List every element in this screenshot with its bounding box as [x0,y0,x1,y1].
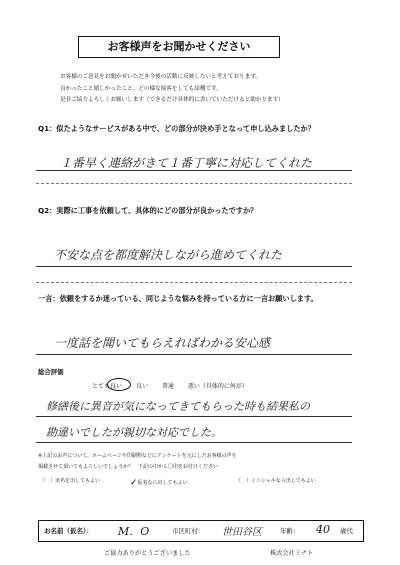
rating-selected-circle [107,378,131,391]
consent-option-initial-marker: （ ） [236,478,252,484]
comment-line-1 [36,416,352,417]
name-value: M．O [118,525,150,538]
consent-question: 掲載させて頂いてもよろしいでしょうか？ 下記の中から〇印をお付けください [38,464,219,470]
q2-answer-line [36,266,352,267]
q2-label: Q2：実際に工事を依頼して、具体的にどの部分が良かったですか？ [38,206,258,215]
comment-line-2 [36,442,352,443]
footer-thanks: ご協力ありがとうございました [104,550,191,557]
rating-option-excellent[interactable]: とても良い [92,383,123,390]
consent-option-initial-label: イニシャルなら出してもよい [251,478,316,484]
q1-label: Q1：似たようなサービスがある中で、どの部分が決め手となって申し込みましたか？ [38,124,315,133]
consent-note: ※上記のお声について、ホームページや印刷物などにアンケートを元にしたお客様の声を [38,453,237,459]
q1-divider [36,183,352,184]
footer-company: 株式会社ミナト [270,550,314,557]
rating-option-average[interactable]: 普通 [161,383,174,390]
consent-option-real-name-label: 実名を出してもよい [55,478,101,484]
page-title: お客様声をお聞かせください [78,36,280,58]
city-value: 世田谷区 [222,527,262,538]
q3-label: 一言：依頼をするか迷っている、同じような悩みを持っている方に一言お願いします。 [38,294,318,303]
q1-answer-line [36,170,352,171]
city-label: 市区町村： [172,527,205,535]
age-value: 40 [316,523,330,536]
consent-option-real-name[interactable] [40,477,100,484]
q2-divider [36,282,352,283]
q3-answer: 一度話を聞いてもらえればわかる安心感 [54,336,271,350]
intro-text [60,72,360,107]
overall-comment-1: 修繕後に異音が気になってきてもらった時も結果私の [46,400,310,413]
q2-answer: 不安な点を都度解決しながら進めてくれた [54,248,283,262]
intro-line-1: お客様のご意見をお聞かせいただき今後の活動に反映したいと考えております。 [60,74,261,80]
consent-option-pseudonym-label: 仮名なら出してもよい [137,480,188,486]
intro-line-2: 良かったこと嬉しかったこと、どの様な接客をしても結構です。 [60,85,222,92]
age-label: 年齢： [280,527,300,535]
q3-answer-line [36,354,352,355]
intro-line-3: 是非ご協力よろしくお願いします（できるだけ具体的に書いていただけると助かります） [60,97,284,103]
consent-option-real-name-marker: （ ） [40,478,56,484]
q1-answer: １番早く連絡がきて１番丁寧に対応してくれた [60,156,313,170]
consent-option-initial[interactable] [236,477,316,484]
rating-option-good[interactable]: 良い [135,383,148,390]
check-icon: ✓ [130,478,138,488]
age-unit: 歳代 [340,527,353,535]
name-label: お名前（仮名）： [44,527,93,535]
rating-option-bad[interactable]: 悪い（具体的に何が） [187,383,248,390]
overall-label: 総合評価 [38,368,64,376]
consent-option-pseudonym[interactable] [130,477,188,487]
overall-comment-2: 勘違いでしたが親切な対応でした。 [46,426,222,439]
